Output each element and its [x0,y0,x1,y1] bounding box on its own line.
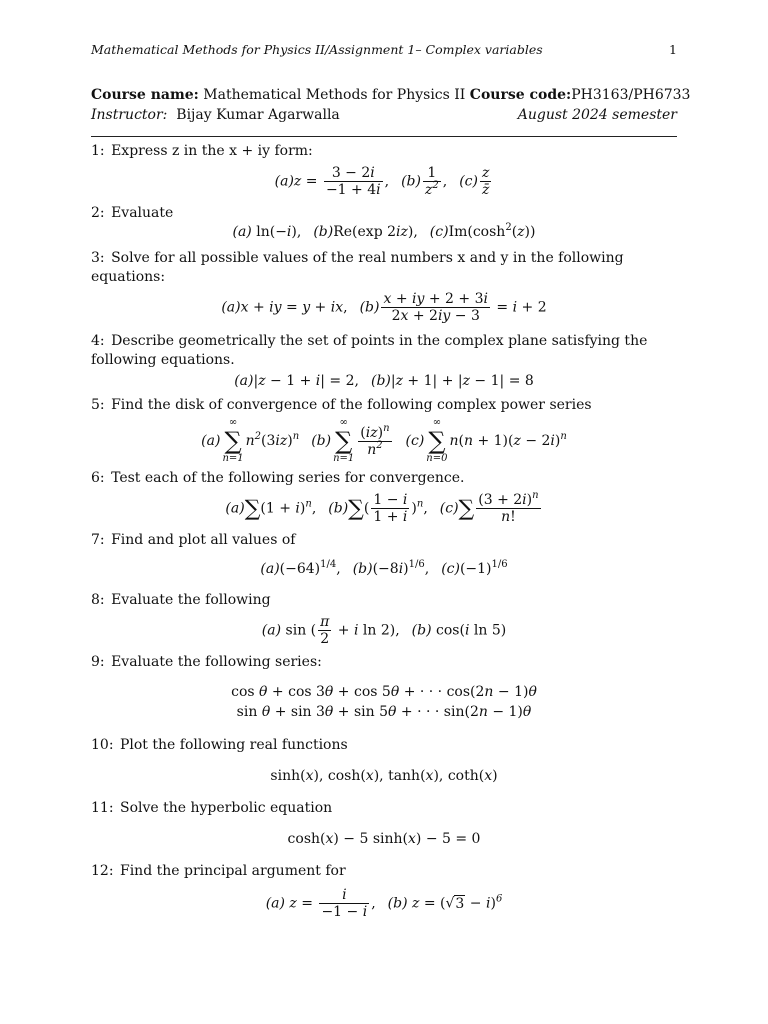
equation: (a)|z − 1 + i| = 2, (b)|z + 1| + |z − 1| = 8 [234,373,534,389]
question-text: Find and plot all values of [111,532,296,548]
header-rule [91,136,677,137]
running-header [91,42,677,57]
question-text: Evaluate the following series: [111,654,322,670]
question-10: 10: Plot the following real functions [91,737,348,753]
question-text: Evaluate [111,205,174,221]
course-info [91,85,691,125]
question-5: 5: Find the disk of convergence of the following complex power series [91,397,592,413]
equation: (a) ln(−i), (b)Re(exp 2iz), $(c)Im(\cosh^2(z))$ [232,222,536,240]
question-11: 11: Solve the hyperbolic equation [91,800,333,816]
course-code-label: Course code: [469,87,572,103]
question-text: Solve for all possible values of the real numbers x and y in the following equations: [91,250,624,285]
question-text: Describe geometrically the set of points in the complex plane satisfying the following equations. [91,333,648,368]
question-12: 12: Find the principal argument for [91,863,346,879]
question-3: 3: Solve for all possible values of the real numbers x and y in the following equations: [91,250,624,285]
course-code: PH3163/PH6733 [571,87,691,103]
equation: (a) ∞ ∑ n=1 $n^2(3iz)^n$ (b) ∞ ∑ n=1 $\frac{(iz)^n}{n^2}$ (c) ∞ ∑ n=0 $n(n + 1)(z - 2i)^n$ [201,417,567,464]
page-number: 1 [669,42,677,57]
question-text: Test each of the following series for convergence. [111,470,465,486]
equation: (a) sin ( $\frac{\pi}{2}$ + i ln 2), (b) cos(i ln 5) [261,614,507,647]
question-text: Express z in the x + iy form: [111,143,313,159]
question-9: 9: Evaluate the following series: [91,654,322,670]
equation: (a)z = $\frac{3 - 2i}{-1 + 4i}$ , (b) $\frac{1}{z^2}$ , (c) $\frac{z}{z̄}$ [274,165,490,198]
semester: August 2024 semester [517,107,677,123]
question-text: Plot the following real functions [119,737,348,753]
question-text: Solve the hyperbolic equation [119,800,333,816]
question-list [91,142,677,920]
question-6: 6: Test each of the following series for convergence. [91,470,465,486]
equation: (a) z = $\frac{i}{-1 - i}$ , (b) $z = (√3 - i)^6$ [265,887,503,920]
equation: $(a)(-64)^{1/4}$, $(b)(-8i)^{1/6}$, $(c)(-1)^{1/6}$ [260,559,508,577]
question-7: 7: Find and plot all values of [91,532,296,548]
question-text: Find the principal argument for [119,863,346,879]
question-8: 8: Evaluate the following [91,592,271,608]
equation: $(a)\sum(1 + i)^n$, (b)∑( $\frac{1 - i}{1 + i}$ )$^n$, (c)∑ $\frac{(3 + 2i)^n}{n!}$ [225,490,539,525]
instructor-name: Bijay Kumar Agarwalla [176,107,340,123]
instructor-label: Instructor: [91,107,168,123]
equation: cos θ + cos 3θ + cos 5θ + · · · cos(2n − 1)θ sin θ + sin 3θ + sin 5θ + · · · sin(2n − 1)θ [231,684,537,720]
equation: (a)x + iy = y + ix, (b) $\frac{x + iy + 2 + 3i}{2x + 2iy - 3}$ = i + 2 [221,291,547,324]
course-name: Mathematical Methods for Physics II [203,87,466,103]
equation: cosh(x) − 5 sinh(x) − 5 = 0 [287,831,481,847]
running-title: Mathematical Methods for Physics II/Assignment 1– Complex variables [91,42,543,57]
question-text: Find the disk of convergence of the following complex power series [111,397,592,413]
course-name-label: Course name: [91,87,199,103]
question-1: 1: Express z in the x + iy form: [91,143,313,159]
question-2: 2: Evaluate [91,205,174,221]
equation: sinh(x), cosh(x), tanh(x), coth(x) [270,768,498,784]
question-text: Evaluate the following [111,592,271,608]
question-4: 4: Describe geometrically the set of points in the complex plane satisfying the following equations. [91,333,648,368]
